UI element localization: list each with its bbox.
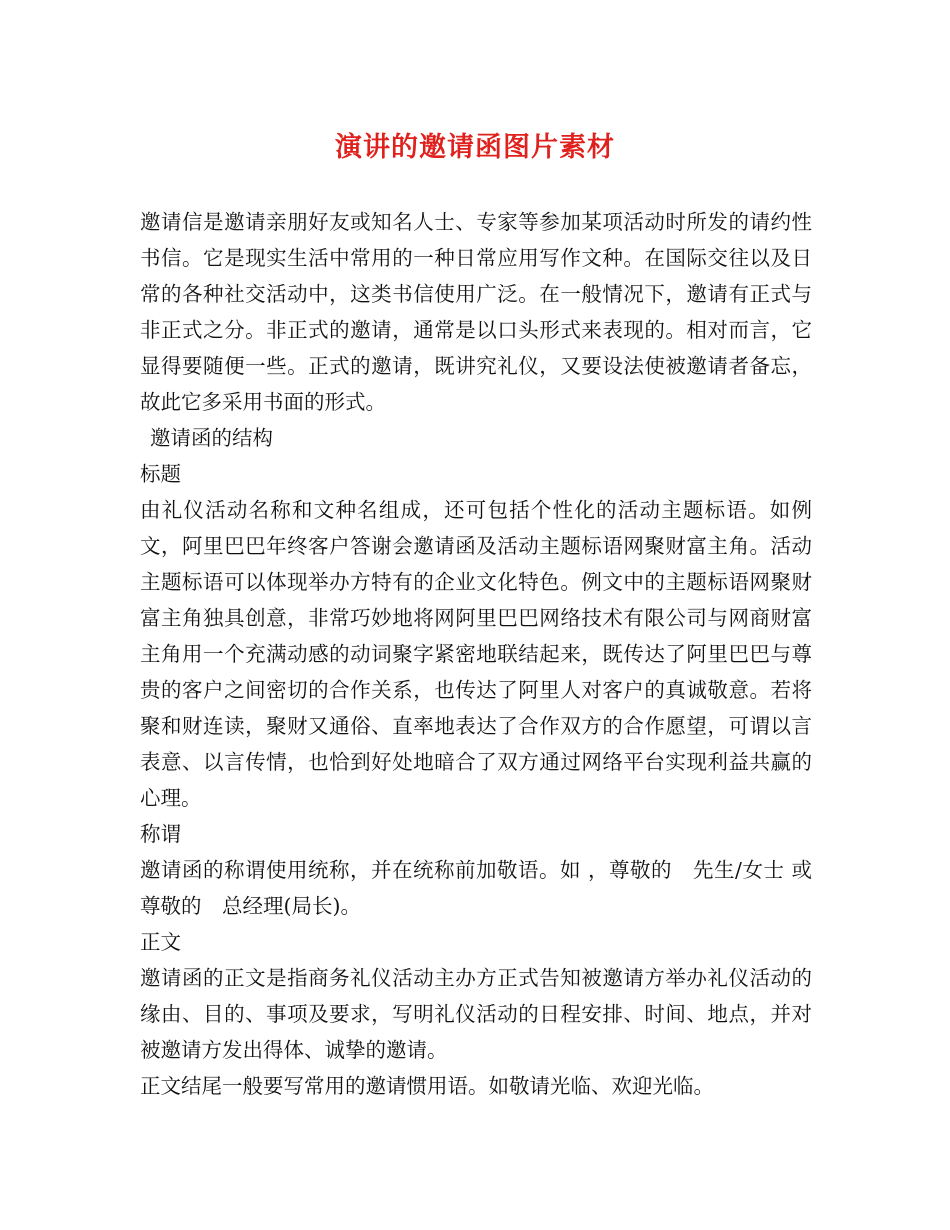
paragraph-salutation-desc: 邀请函的称谓使用统称，并在统称前加敬语。如 ，尊敬的 先生/女士 或尊敬的 总经理(局长)。 [140, 858, 812, 918]
heading-structure: 邀请函的结构 [150, 426, 273, 450]
document-title: 演讲的邀请函图片素材 [335, 132, 615, 163]
paragraph-closing: 正文结尾一般要写常用的邀请惯用语。如敬请光临、欢迎光临。 [140, 1074, 714, 1098]
heading-title: 标题 [140, 462, 181, 486]
paragraph-body-desc: 邀请函的正文是指商务礼仪活动主办方正式告知被邀请方举办礼仪活动的缘由、目的、事项及要求，写明礼仪活动的日程安排、时间、地点，并对被邀请方发出得体、诚挚的邀请。 [140, 966, 812, 1062]
heading-body: 正文 [140, 930, 181, 954]
document-body [140, 204, 812, 1104]
paragraph-title-desc: 由礼仪活动名称和文种名组成，还可包括个性化的活动主题标语。如例文，阿里巴巴年终客户答谢会邀请函及活动主题标语网聚财富主角。活动主题标语可以体现举办方特有的企业文化特色。例文中的主题标语网聚财富主角独具创意，非常巧妙地将网阿里巴巴网络技术有限公司与网商财富主角用一个充满动感的动词聚字紧密地联结起来，既传达了阿里巴巴与尊贵的客户之间密切的合作关系，也传达了阿里人对客户的真诚敬意。若将聚和财连读，聚财又通俗、直率地表达了合作双方的合作愿望，可谓以言表意、以言传情，也恰到好处地暗合了双方通过网络平台实现利益共赢的心理。 [140, 498, 812, 810]
heading-salutation: 称谓 [140, 822, 181, 846]
paragraph-intro: 邀请信是邀请亲朋好友或知名人士、专家等参加某项活动时所发的请约性书信。它是现实生活中常用的一种日常应用写作文种。在国际交往以及日常的各种社交活动中，这类书信使用广泛。在一般情况下，邀请有正式与非正式之分。非正式的邀请，通常是以口头形式来表现的。相对而言，它显得要随便一些。正式的邀请，既讲究礼仪，又要设法使被邀请者备忘，故此它多采用书面的形式。 [140, 210, 812, 414]
